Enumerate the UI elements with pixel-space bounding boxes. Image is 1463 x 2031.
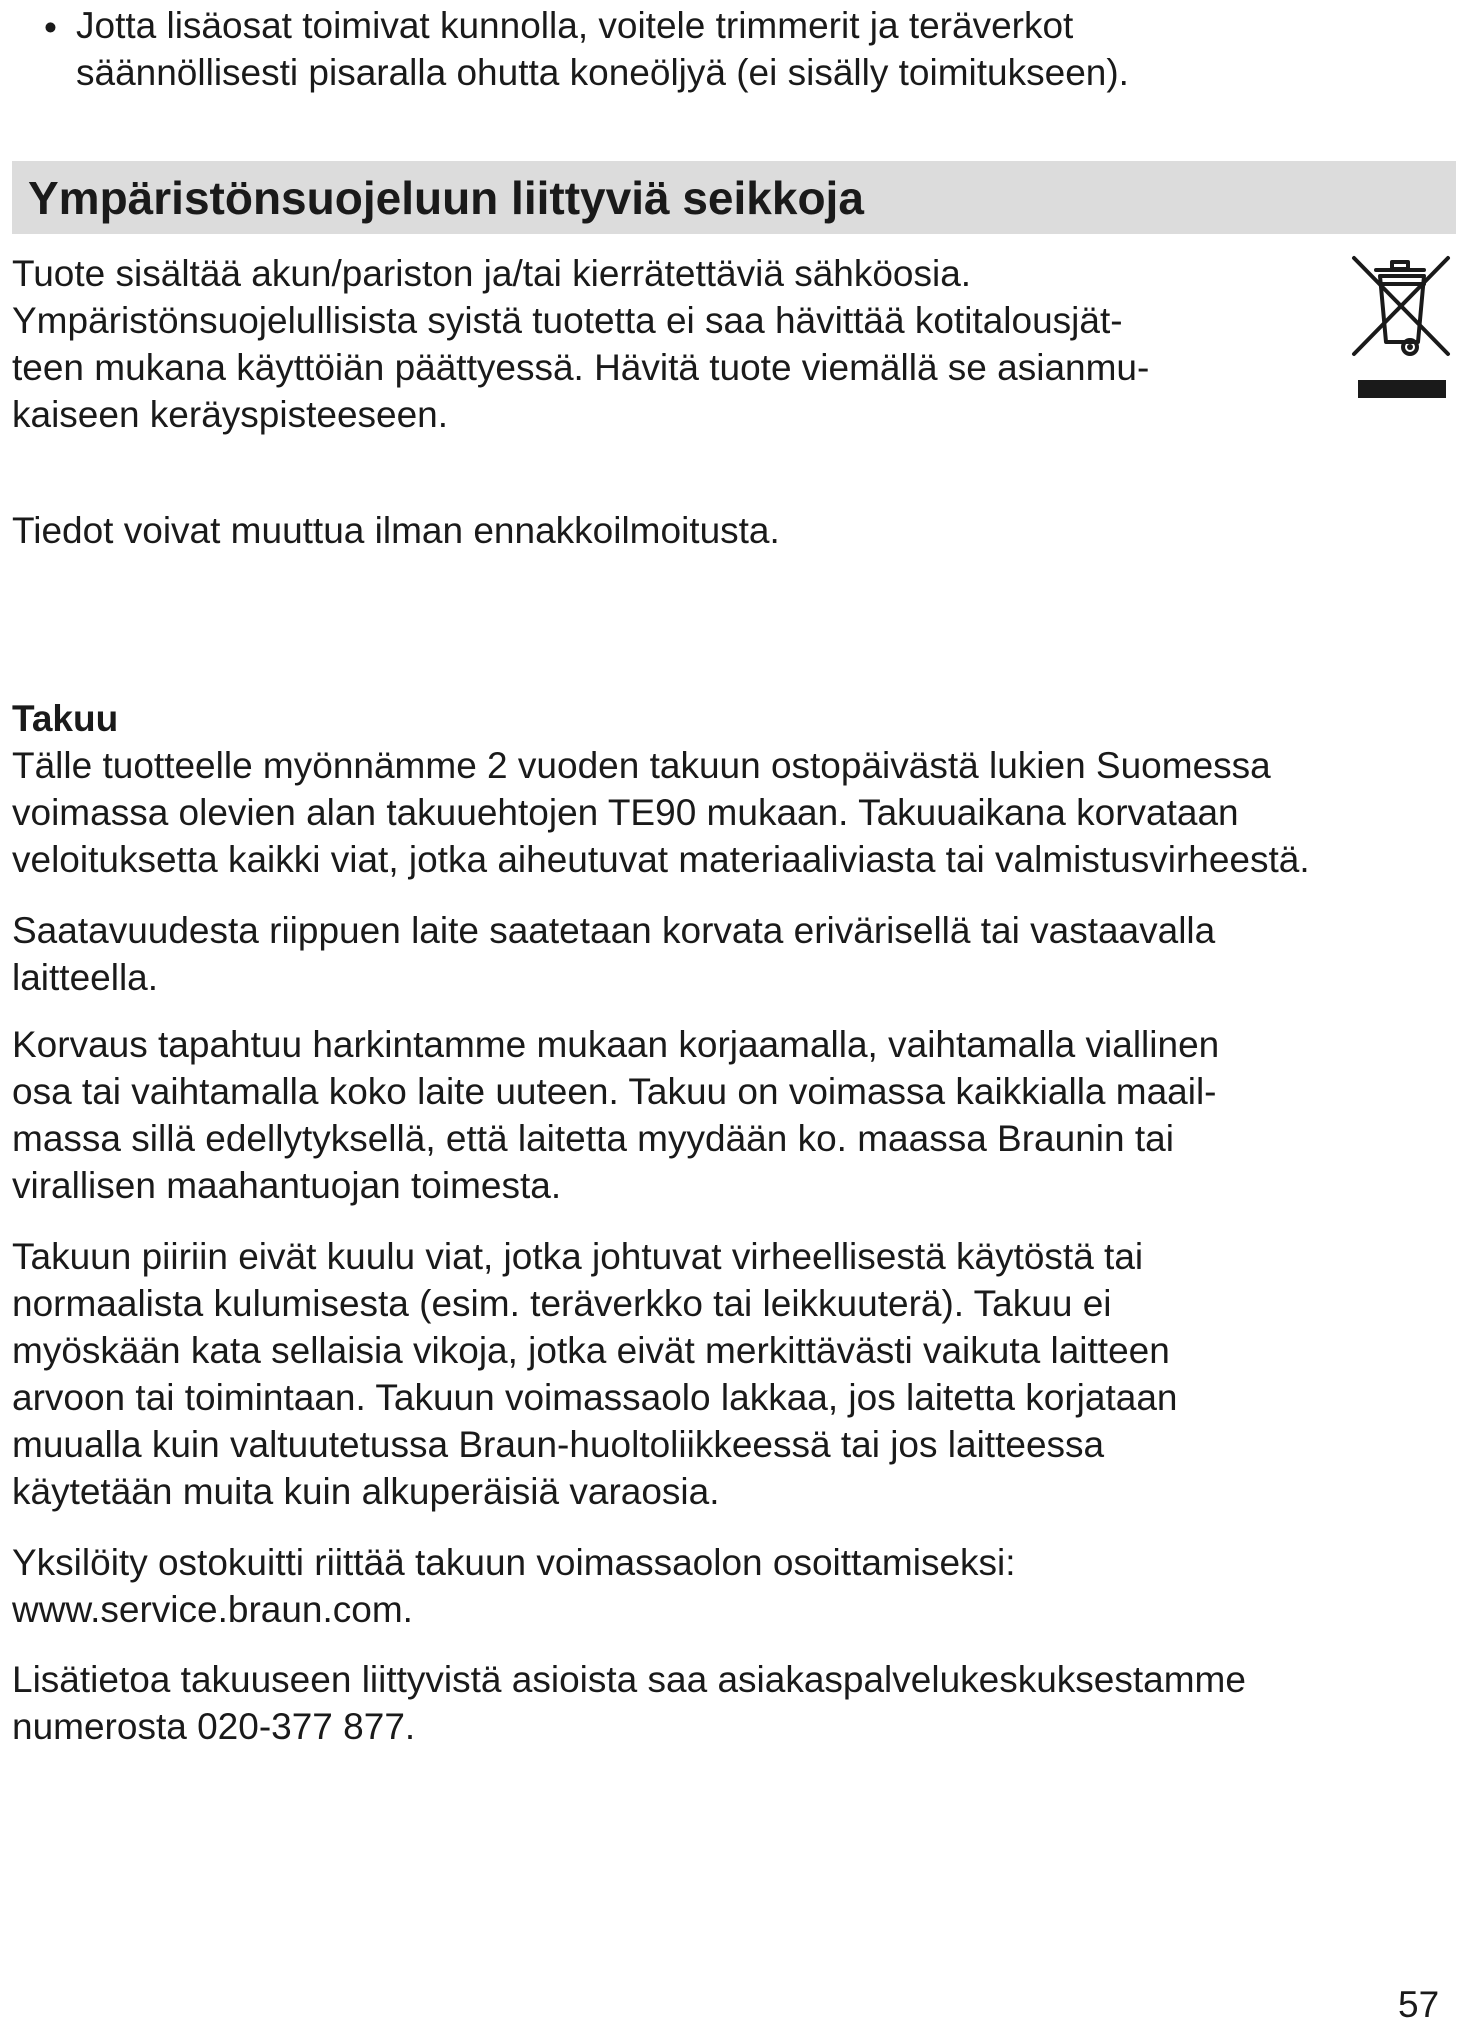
section-header-environment (12, 161, 1456, 234)
warranty-p6-line-1: Lisätietoa takuuseen liittyvistä asioista saa asiakaspalvelukeskuksestamme (12, 1659, 1246, 1700)
warranty-paragraph-3 (12, 1021, 1219, 1209)
bullet-line-1: Jotta lisäosat toimivat kunnolla, voitele trimmerit ja teräverkot (76, 5, 1074, 46)
warranty-p1-line-3: veloituksetta kaikki viat, jotka aiheutuvat materiaaliviasta tai valmistusvirheestä. (12, 839, 1310, 880)
warranty-p4-line-2: normaalista kulumisesta (esim. teräverkko tai leikkuuterä). Takuu ei (12, 1283, 1112, 1324)
environment-line-4: kaiseen keräyspisteeseen. (12, 394, 449, 435)
environment-line-1: Tuote sisältää akun/pariston ja/tai kierrätettäviä sähköosia. (12, 253, 972, 294)
warranty-paragraph-6 (12, 1656, 1246, 1750)
warranty-p4-line-6: käytetään muita kuin alkuperäisiä varaosia. (12, 1471, 720, 1512)
warranty-p4-line-4: arvoon tai toimintaan. Takuun voimassaolo lakkaa, jos laitetta korjataan (12, 1377, 1178, 1418)
warranty-p3-line-1: Korvaus tapahtuu harkintamme mukaan korjaamalla, vaihtamalla viallinen (12, 1024, 1220, 1065)
bullet-item (46, 2, 1129, 96)
warranty-paragraph-1 (12, 742, 1310, 883)
crossed-out-wheelie-bin-icon (1346, 250, 1456, 405)
warranty-paragraph-5 (12, 1539, 1016, 1633)
warranty-p4-line-3: myöskään kata sellaisia vikoja, jotka eivät merkittävästi vaikuta laitteen (12, 1330, 1170, 1371)
warranty-paragraph-4 (12, 1233, 1177, 1515)
warranty-p5-line-1: Yksilöity ostokuitti riittää takuun voimassaolon osoittamiseksi: (12, 1542, 1016, 1583)
environment-paragraph (12, 250, 1149, 438)
section-title: Ympäristönsuojeluun liittyviä seikkoja (28, 172, 864, 224)
warranty-p1-line-2: voimassa olevien alan takuuehtojen TE90 mukaan. Takuuaikana korvataan (12, 792, 1239, 833)
warranty-p3-line-3: massa sillä edellytyksellä, että laitetta myydään ko. maassa Braunin tai (12, 1118, 1174, 1159)
warranty-p5-line-2: www.service.braun.com. (12, 1589, 413, 1630)
environment-line-3: teen mukana käyttöiän päättyessä. Hävitä tuote viemällä se asianmu- (12, 347, 1150, 388)
bullet-line-2: säännöllisesti pisaralla ohutta koneöljyä (ei sisälly toimitukseen). (76, 52, 1129, 93)
warranty-p3-line-4: virallisen maahantuojan toimesta. (12, 1165, 562, 1206)
page-number: 57 (1398, 1984, 1440, 2025)
warranty-heading: Takuu (12, 698, 119, 739)
warranty-p6-line-2: numerosta 020-377 877. (12, 1706, 416, 1747)
warranty-p1-line-1: Tälle tuotteelle myönnämme 2 vuoden takuun ostopäivästä lukien Suomessa (12, 745, 1271, 786)
warranty-p4-line-5: muualla kuin valtuutetussa Braun-huoltoliikkeessä tai jos laitteessa (12, 1424, 1105, 1465)
environment-line-2: Ympäristönsuojelullisista syistä tuotetta ei saa hävittää kotitalousjät- (12, 300, 1123, 341)
bullet-dot: • (44, 7, 57, 48)
notice-paragraph (12, 507, 780, 554)
warranty-p3-line-2: osa tai vaihtamalla koko laite uuteen. Takuu on voimassa kaikkialla maail- (12, 1071, 1217, 1112)
warranty-p4-line-1: Takuun piiriin eivät kuulu viat, jotka johtuvat virheellisestä käytöstä tai (12, 1236, 1144, 1277)
warranty-paragraph-2 (12, 907, 1215, 1001)
warranty-p2-line-2: laitteella. (12, 957, 159, 998)
warranty-p2-line-1: Saatavuudesta riippuen laite saatetaan korvata erivärisellä tai vastaavalla (12, 910, 1216, 951)
notice-text: Tiedot voivat muuttua ilman ennakkoilmoitusta. (12, 510, 780, 551)
